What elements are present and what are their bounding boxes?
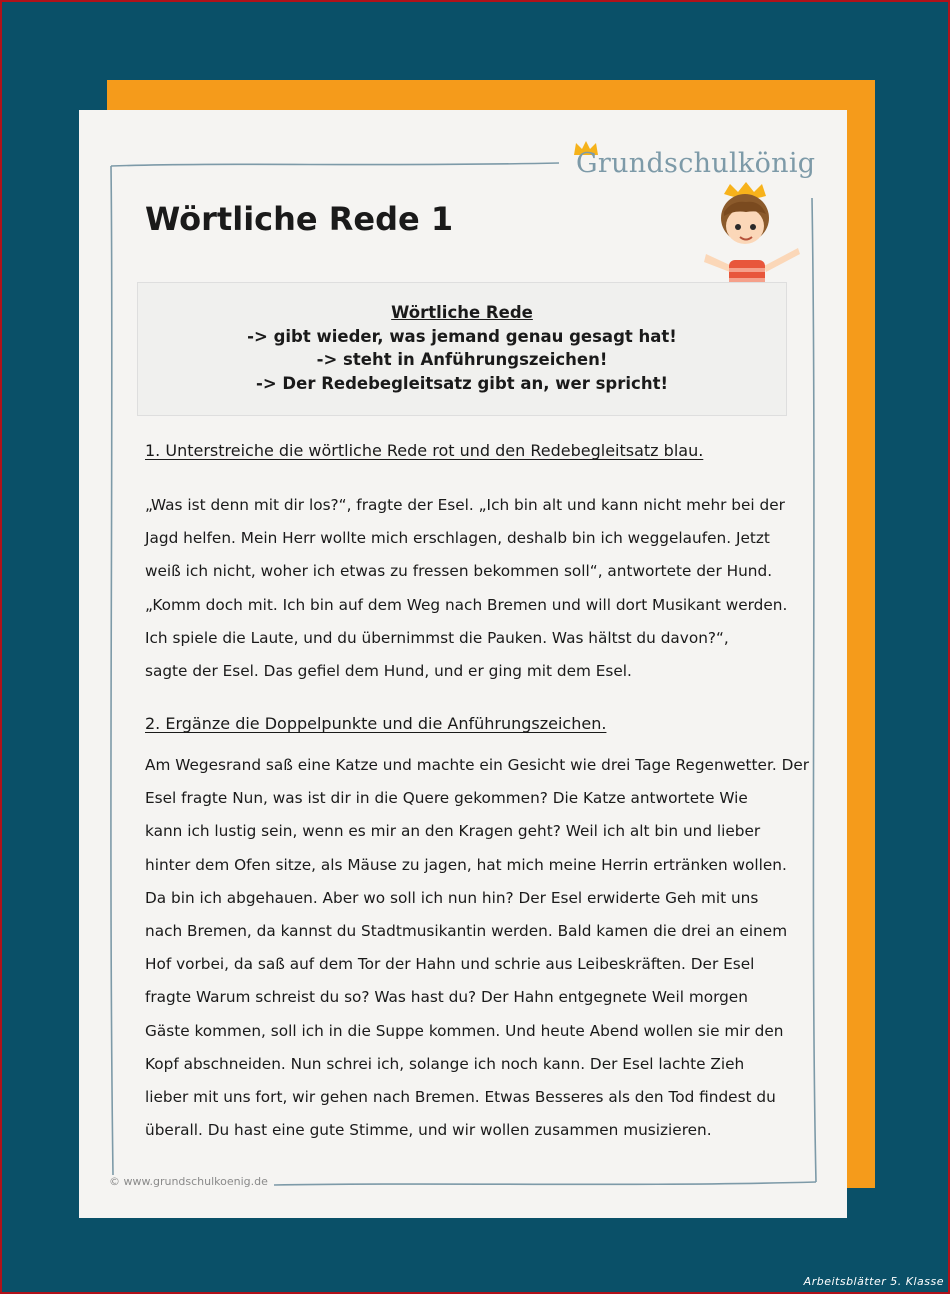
text-line: lieber mit uns fort, wir gehen nach Bremen. Etwas Besseres als den Tod findest du xyxy=(145,1087,776,1106)
definition-point: -> gibt wieder, was jemand genau gesagt hat! xyxy=(247,326,677,346)
text-line: Da bin ich abgehauen. Aber wo soll ich nun hin? Der Esel erwiderte Geh mit uns xyxy=(145,888,759,907)
text-line: „Komm doch mit. Ich bin auf dem Weg nach Bremen und will dort Musikant werden. xyxy=(145,595,788,614)
definition-box xyxy=(137,282,787,416)
text-line: fragte Warum schreist du so? Was hast du? Der Hahn entgegnete Weil morgen xyxy=(145,988,748,1007)
text-line: Kopf abschneiden. Nun schrei ich, solange ich noch kann. Der Esel lachte Zieh xyxy=(145,1054,745,1073)
definition-heading: Wörtliche Rede xyxy=(391,303,533,322)
footer-url: © www.grundschulkoenig.de xyxy=(109,1175,268,1188)
text-line: hinter dem Ofen sitze, als Mäuse zu jagen, hat mich meine Herrin ertränken wollen. xyxy=(145,855,787,874)
text-line: Jagd helfen. Mein Herr wollte mich erschlagen, deshalb bin ich weggelaufen. Jetzt xyxy=(145,529,770,548)
text-line: Am Wegesrand saß eine Katze und machte ein Gesicht wie drei Tage Regenwetter. Der xyxy=(145,756,810,774)
text-line: nach Bremen, da kannst du Stadtmusikantin werden. Bald kamen die drei an einem xyxy=(145,921,788,940)
text-line: Ich spiele die Laute, und du übernimmst die Pauken. Was hältst du davon?“, xyxy=(145,628,729,647)
definition-point: -> Der Redebegleitsatz gibt an, wer spricht! xyxy=(256,373,668,393)
task-2-text xyxy=(145,749,810,1147)
brand-logo: Grundschulkönig xyxy=(576,148,816,179)
task-2-instruction: 2. Ergänze die Doppelpunkte und die Anführungszeichen. xyxy=(145,714,607,733)
text-line: weiß ich nicht, woher ich etwas zu fressen bekommen soll“, antwortete der Hund. xyxy=(145,562,773,581)
text-line: überall. Du hast eine gute Stimme, und wir wollen zusammen musizieren. xyxy=(145,1121,712,1140)
text-line: Esel fragte Nun, was ist dir in die Quere gekommen? Die Katze antwortete Wie xyxy=(145,789,748,808)
page-title: Wörtliche Rede 1 xyxy=(145,200,454,238)
text-line: Hof vorbei, da saß auf dem Tor der Hahn und schrie aus Leibeskräften. Der Esel xyxy=(145,955,755,974)
worksheet-page xyxy=(79,110,847,1218)
definition-point: -> steht in Anführungszeichen! xyxy=(316,350,608,369)
text-line: sagte der Esel. Das gefiel dem Hund, und er ging mit dem Esel. xyxy=(145,661,632,680)
task-1-text xyxy=(145,489,788,688)
image-caption: Arbeitsblätter 5. Klasse xyxy=(803,1275,944,1288)
task-1-instruction: 1. Unterstreiche die wörtliche Rede rot und den Redebegleitsatz blau. xyxy=(145,441,704,460)
text-line: kann ich lustig sein, wenn es mir an den Kragen geht? Weil ich alt bin und lieber xyxy=(145,822,761,841)
text-line: Gäste kommen, soll ich in die Suppe kommen. Und heute Abend wollen sie mir den xyxy=(145,1021,784,1040)
text-line: „Was ist denn mit dir los?“, fragte der Esel. „Ich bin alt und kann nicht mehr bei der xyxy=(145,496,785,514)
